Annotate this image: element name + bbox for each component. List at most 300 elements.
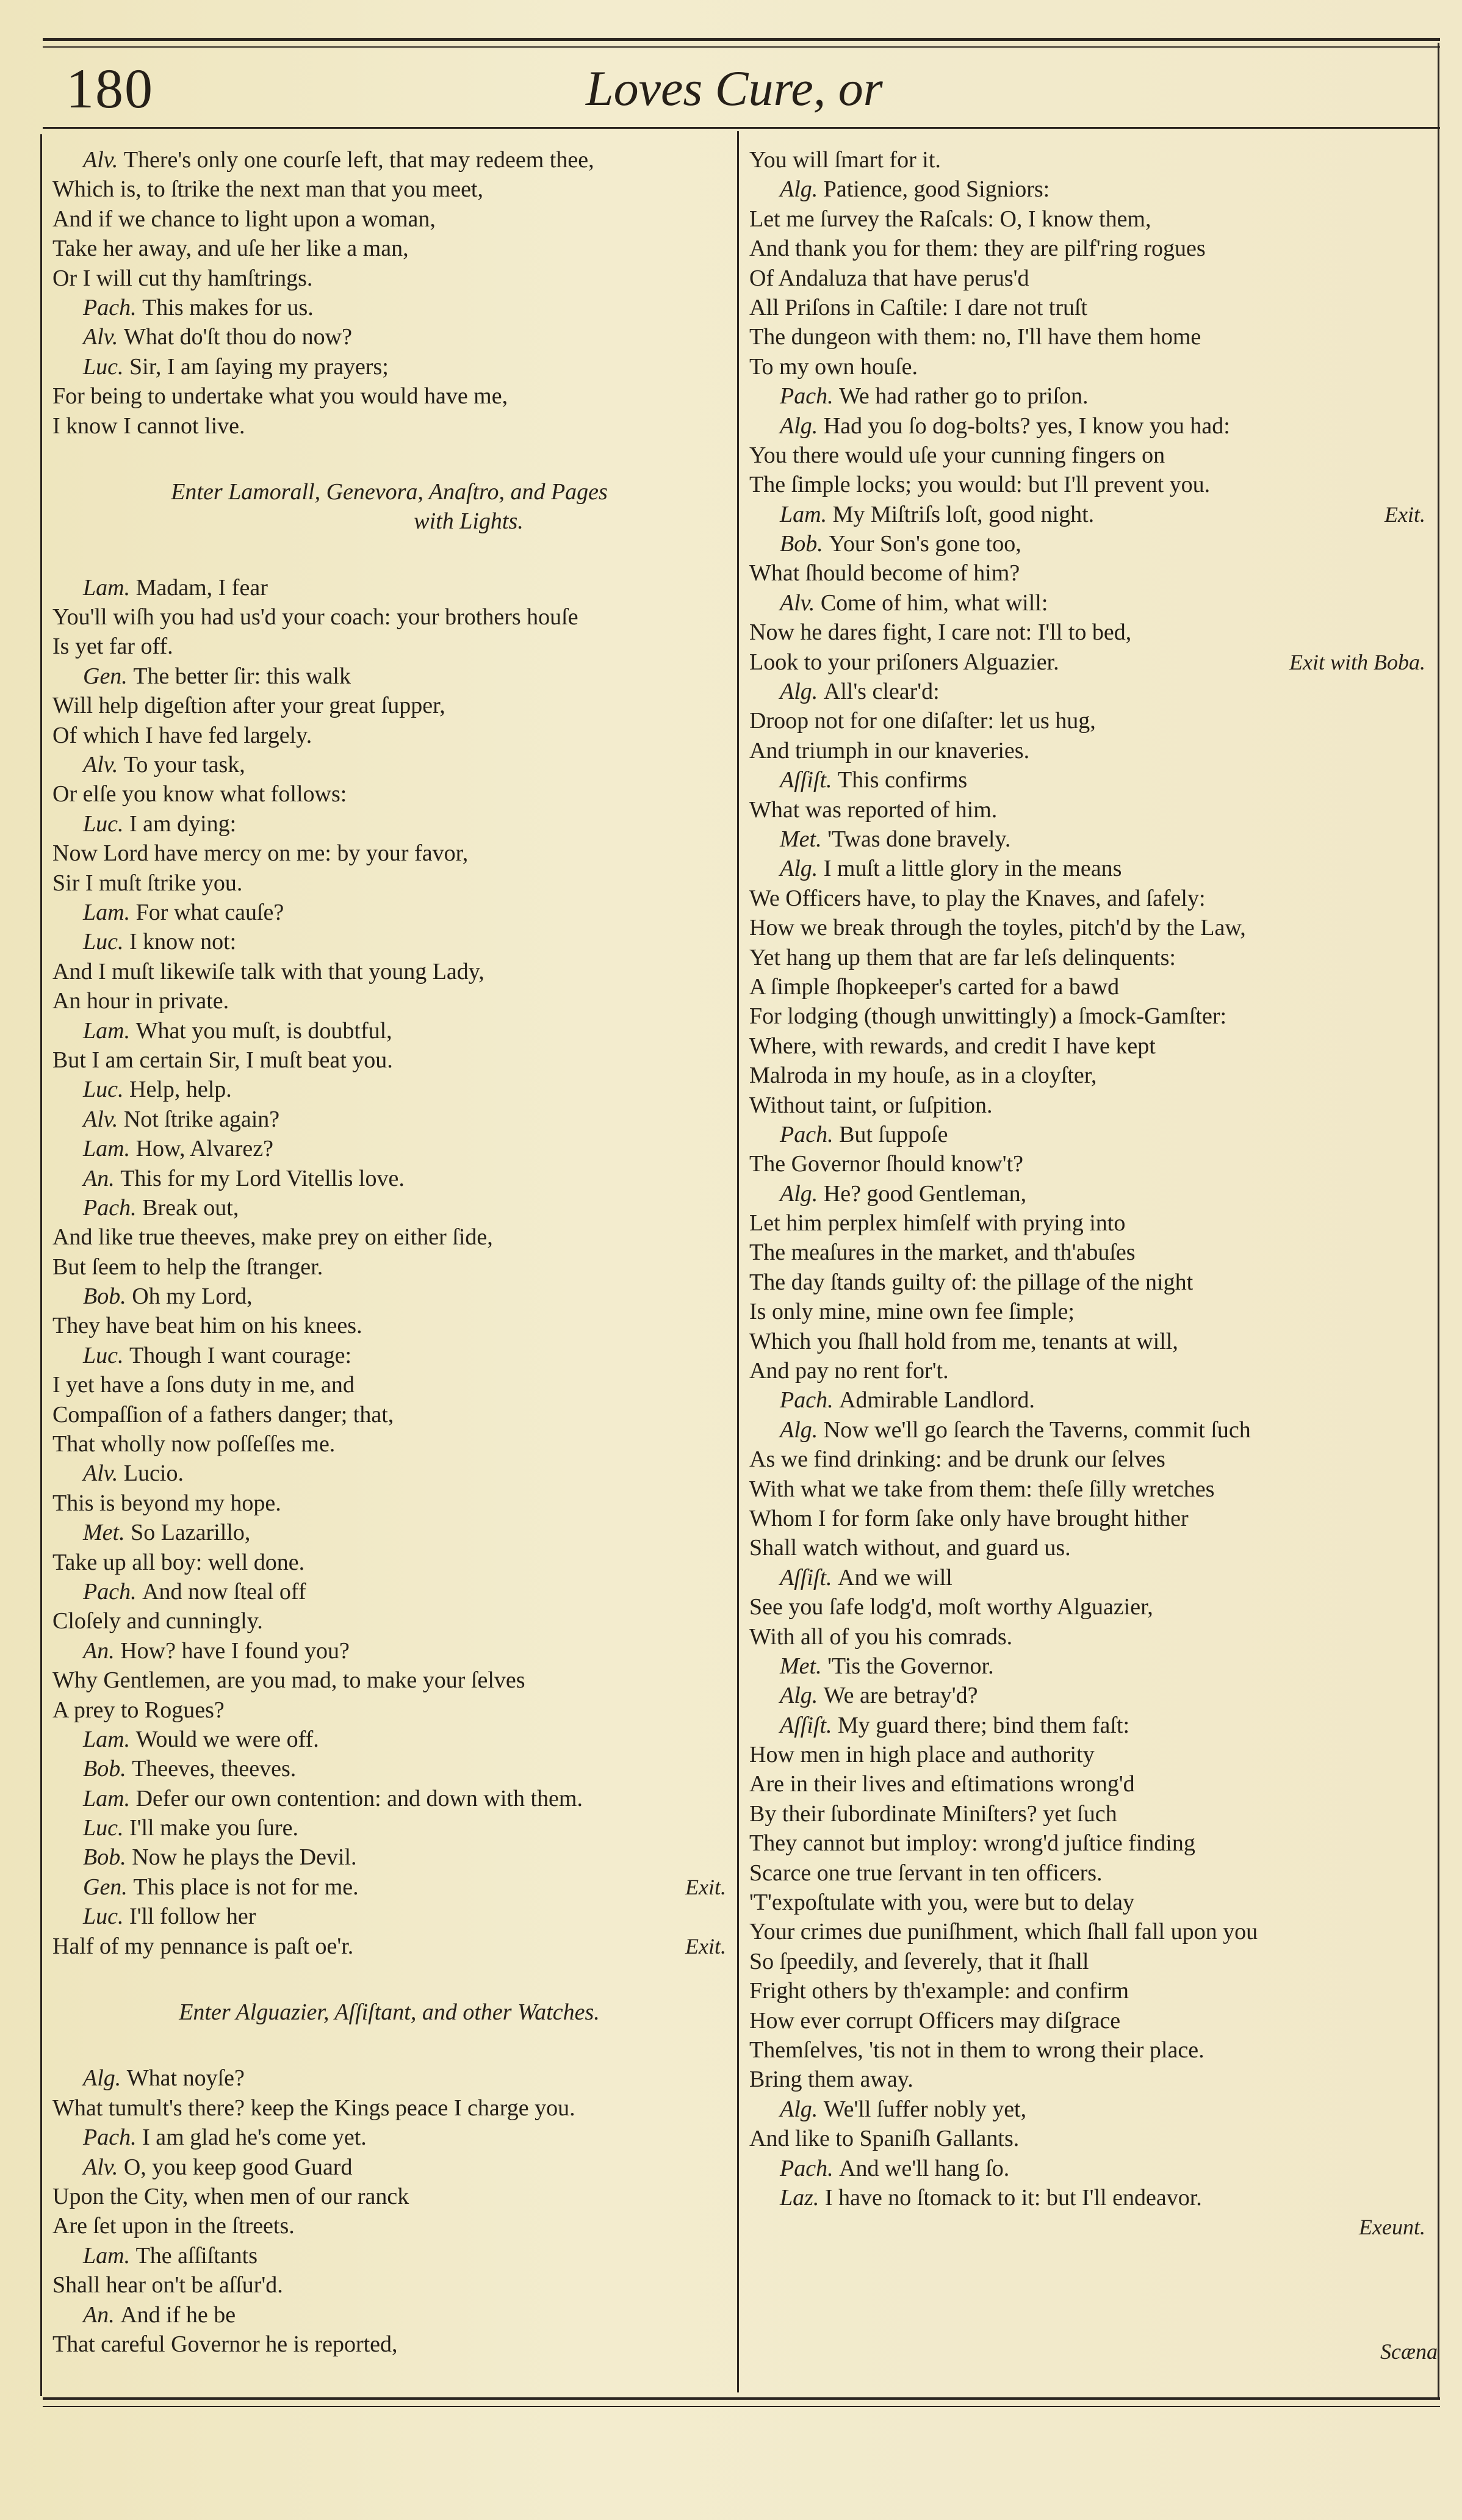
speech-line [52,1075,726,1104]
speech-line [749,1120,1425,1149]
verse-line [52,602,726,632]
line-text: My Miſtriſs loſt, good night. [832,501,1095,527]
line-text: Malroda in my houſe, as in a cloyſter, [749,1063,1097,1089]
line-text: How ever corrupt Officers may diſgrace [749,2007,1121,2034]
verse-line [749,1475,1425,1504]
line-text: This is beyond my hope. [52,1490,281,1516]
verse-line [749,1888,1425,1917]
line-text: Shall hear on't be aſſur'd. [52,2272,283,2298]
line-text: Are ſet upon in the ſtreets. [52,2213,295,2239]
verse-line [749,1533,1425,1562]
verse-line [52,1045,726,1075]
verse-line [749,913,1425,942]
line-text: You will ſmart for it. [749,147,941,173]
speech-line [749,1681,1425,1710]
line-text: Yet hang up them that are far leſs delinquents: [749,944,1176,970]
line-text: Let him perplex himſelf with prying into [749,1210,1126,1237]
line-text: Look to your priſoners Alguazier. [749,649,1059,675]
speaker-label: Alg. [780,1417,824,1443]
line-text: With what we take from them: theſe ſilly wretches [749,1476,1215,1502]
line-text: Madam, I fear [135,574,268,601]
verse-line [749,618,1425,647]
line-text: Of which I have fed largely. [52,722,312,748]
line-text: Upon the City, when men of our ranck [52,2184,409,2209]
speaker-label: Alg. [780,1683,824,1709]
verse-line [749,1031,1425,1061]
line-text: I am glad he's come yet. [142,2125,367,2151]
line-text: And I muſt likewiſe talk with that young Lady, [52,958,484,984]
verse-line [749,1149,1425,1179]
verse-line [749,470,1425,499]
verse-line [52,2270,726,2300]
stage-direction [52,507,726,536]
line-text: I muſt a little glory in the means [823,856,1122,882]
speech-line [52,809,726,839]
line-text: Or elſe you know what follows: [52,781,347,807]
line-text: What noyſe? [126,2065,245,2092]
verse-line [749,1504,1425,1533]
speech-line [749,529,1425,558]
speech-line [52,1282,726,1311]
line-text: Now he plays the Devil. [132,1844,357,1871]
verse-line [749,293,1425,322]
speaker-label: An. [83,1165,121,1191]
line-text: Cloſely and cunningly. [52,1608,263,1634]
line-text: So ſpeedily, and ſeverely, that it ſhall [749,1948,1089,1974]
line-text: We'll ſuffer nobly yet, [823,2096,1027,2122]
verse-line [749,1592,1425,1622]
line-text: This confirms [838,767,968,793]
verse-line [52,204,726,234]
line-text: The meaſures in the market, and th'abuſes [749,1240,1136,1266]
line-text: Admirable Landlord. [839,1387,1035,1413]
speech-line [52,1902,726,1931]
verse-line [749,1976,1425,2006]
line-text: They cannot but imploy: wrong'd juſtice finding [749,1830,1195,1857]
speaker-label: Gen. [83,663,134,689]
verse-line [52,234,726,263]
speaker-label: Bob. [83,1756,132,1782]
speech-line [749,1652,1425,1681]
line-text: For lodging (though unwittingly) a ſmock-Gamſter: [749,1003,1227,1030]
line-text: You'll wiſh you had us'd your coach: your brothers houſe [52,604,578,630]
line-text: Why Gentlemen, are you mad, to make your ſelves [52,1667,525,1694]
line-text: For what cauſe? [135,899,284,925]
verse-line [749,2006,1425,2035]
verse-line [749,1297,1425,1326]
verse-line [749,1356,1425,1385]
verse-line [52,691,726,720]
line-text: And we will [838,1564,952,1590]
line-text: There's only one courſe left, that may redeem thee, [123,147,594,173]
stage-direction-text: Enter Alguazier, Aſſiſtant, and other Watches. [179,1999,600,2026]
speaker-label: Pach. [83,1578,143,1605]
speech-line [749,175,1425,204]
speaker-label: Luc. [83,1904,129,1930]
line-text: As we find drinking: and be drunk our ſelves [749,1446,1165,1473]
speaker-label: Lam. [780,501,833,527]
speaker-label: Bob. [780,531,829,557]
line-text: What tumult's there? keep the Kings peace I charge you. [52,2095,575,2121]
verse-line [749,1799,1425,1829]
verse-line [749,352,1425,381]
speaker-label: Laz. [780,2184,825,2211]
speaker-label: Gen. [83,1874,134,1900]
line-text: What was reported of him. [749,796,998,823]
line-text: Without taint, or ſuſpition. [749,1092,993,1118]
speaker-label: Lam. [83,899,136,925]
spacer [52,2027,726,2063]
speaker-label: Pach. [780,1387,840,1413]
line-text: Not ſtrike again? [123,1106,280,1132]
line-text: With all of you his comrads. [749,1623,1013,1650]
speaker-label: Luc. [83,811,129,837]
verse-line [749,943,1425,972]
speaker-label: Alg. [780,679,824,705]
speech-line [52,1518,726,1547]
line-text: Now Lord have mercy on me: by your favor, [52,840,469,867]
line-text: Help, help. [129,1077,232,1103]
line-text: You there would uſe your cunning fingers on [749,442,1165,468]
speech-line [52,1725,726,1754]
catchword: Scæna [1380,2339,1438,2364]
line-text: I'll make you ſure. [129,1815,298,1841]
line-text: And like true theeves, make prey on either ſide, [52,1224,493,1251]
line-text: Break out, [142,1194,239,1221]
spacer [52,441,726,477]
verse-line [52,986,726,1016]
line-text: An hour in private. [52,988,229,1014]
speaker-label: Bob. [83,1844,132,1871]
exit-direction: Exit. [1385,502,1425,527]
speech-line [52,1754,726,1783]
speaker-label: Alv. [83,147,124,173]
verse-line [749,1208,1425,1238]
line-text: Had you ſo dog-bolts? yes, I know you had: [823,413,1230,439]
verse-line [52,1489,726,1518]
line-text: We had rather go to priſon. [839,383,1089,410]
line-text: Half of my pennance is paſt oe'r. [52,1933,354,1959]
speech-line [52,1843,726,1872]
line-text: Would we were off. [135,1726,319,1752]
verse-line [749,1740,1425,1769]
verse-line [52,1252,726,1282]
verse-line [749,1091,1425,1120]
line-text: This place is not for me. [133,1874,359,1900]
speech-line [52,2123,726,2152]
line-text: Let me ſurvey the Raſcals: O, I know them, [749,206,1151,232]
line-text: Patience, good Signiors: [823,176,1050,203]
line-text: That careful Governor he is reported, [52,2331,398,2357]
line-text: 'Twas done bravely. [827,826,1011,852]
line-text: This for my Lord Vitellis love. [120,1165,405,1191]
bottom-rule-thin [43,2406,1440,2407]
line-text: How, Alvarez? [135,1136,274,1162]
verse-line [52,957,726,986]
speech-line [749,765,1425,795]
line-text: Where, with rewards, and credit I have kept [749,1033,1156,1059]
verse-line [52,2330,726,2359]
verse-line [52,1222,726,1252]
exit-direction: Exit. [685,1933,726,1959]
line-text: I am dying: [129,811,237,837]
speech-line [52,1636,726,1666]
speaker-label: Luc. [83,1815,129,1841]
line-text: This makes for us. [142,294,314,320]
speech-line [749,677,1425,706]
line-text: Which is, to ſtrike the next man that you meet, [52,176,483,203]
line-text: We are betray'd? [823,1683,978,1709]
speaker-label: Lam. [83,1136,136,1162]
speaker-label: Pach. [780,1121,840,1147]
speaker-label: Pach. [83,1194,143,1221]
speech-line [52,352,726,381]
speaker-label: Pach. [83,294,143,320]
line-text: Theeves, theeves. [132,1756,297,1782]
line-text: Sir, I am ſaying my prayers; [129,353,389,380]
verse-line [749,1238,1425,1267]
verse-line [52,632,726,661]
line-text: All Priſons in Caſtile: I dare not truſt [749,294,1088,320]
verse-line [52,175,726,204]
speaker-label: An. [83,2302,121,2328]
verse-line [749,441,1425,470]
left-column [52,145,726,2359]
verse-line [749,1268,1425,1297]
speaker-label: Aſſiſt. [780,1564,838,1590]
speech-line [749,2183,1425,2212]
stage-direction-text: Enter Lamorall, Genevora, Anaſtro, and Pages [171,478,608,505]
speaker-label: Alv. [780,590,821,616]
speech-line [52,2300,726,2330]
speech-line [52,2063,726,2093]
line-text: Lucio. [123,1460,184,1487]
verse-line [52,779,726,809]
speaker-label: Luc. [83,353,129,380]
line-text: They have beat him on his knees. [52,1313,362,1339]
speaker-label: Alv. [83,2154,124,2180]
speech-line [52,1813,726,1843]
line-text: And we'll hang ſo. [839,2155,1010,2181]
verse-line [749,1769,1425,1799]
line-text: I have no ſtomack to it: but I'll endeavor. [824,2184,1202,2211]
right-frame-rule [1438,43,1439,2399]
speech-line [52,322,726,352]
speech-line [749,854,1425,883]
line-text: Defer our own contention: and down with them. [135,1785,583,1811]
verse-line [52,868,726,898]
speaker-label: Lam. [83,574,136,601]
verse-line [749,145,1425,175]
stage-direction [52,1998,726,2027]
speaker-label: Alv. [83,752,124,778]
exit-direction: Exeunt. [1359,2215,1425,2240]
line-text: Now he dares fight, I care not: I'll to bed, [749,619,1132,646]
line-text: Though I want courage: [129,1342,352,1368]
verse-line [749,1858,1425,1888]
spacer [52,536,726,573]
line-text: That wholly now poſſeſſes me. [52,1431,336,1457]
verse-line [749,1327,1425,1356]
line-text: Scarce one true ſervant in ten officers. [749,1860,1103,1886]
line-text: What ſhould become of him? [749,560,1020,587]
line-text: Which you ſhall hold from me, tenants at will, [749,1328,1178,1354]
speaker-label: Met. [83,1520,131,1546]
line-text: But ſuppoſe [839,1121,948,1147]
speech-line [52,1784,726,1813]
line-text: By their ſubordinate Miniſters? yet ſuch [749,1800,1117,1827]
verse-line [749,972,1425,1002]
speech-line [52,898,726,927]
running-title: Loves Cure, or [586,60,883,116]
speaker-label: Lam. [83,1726,136,1752]
line-text: Whom I for form ſake only have brought hither [749,1505,1189,1531]
line-text: A ſimple ſhopkeeper's carted for a bawd [749,973,1120,1000]
line-text: Fright others by th'example: and confirm [749,1978,1129,2004]
verse-line [52,381,726,411]
verse-line [52,411,726,441]
speaker-label: Alv. [83,1460,124,1487]
speaker-label: Alv. [83,324,124,350]
verse-line [749,1622,1425,1652]
speaker-label: Luc. [83,929,129,955]
bottom-rule [43,2397,1440,2400]
line-text: Bring them away. [749,2067,913,2093]
line-text: And like to Spaniſh Gallants. [749,2126,1020,2152]
line-text: The better ſir: this walk [133,663,351,689]
verse-line [52,1695,726,1725]
line-text: Of Andaluza that have perus'd [749,265,1029,291]
header-rule [43,127,1440,129]
line-text: The aſſiſtants [135,2242,258,2269]
speech-line [749,500,1425,529]
speech-line [52,1105,726,1134]
verse-line [749,2065,1425,2094]
speech-line [749,2154,1425,2183]
verse-line [52,2182,726,2211]
speech-line [52,1341,726,1370]
verse-line [749,264,1425,293]
speech-line [52,1872,726,1902]
speech-line [749,1415,1425,1445]
line-text: Is yet far off. [52,634,173,660]
speech-line [52,750,726,779]
line-text: Or I will cut thy hamſtrings. [52,265,313,291]
speech-line [749,825,1425,854]
line-text: Sir I muſt ſtrike you. [52,870,243,896]
line-text: Compaſſion of a fathers danger; that, [52,1401,394,1428]
speaker-label: Lam. [83,1017,136,1044]
line-text: I know not: [129,929,237,955]
speech-line [749,1385,1425,1415]
verse-line [749,1445,1425,1474]
verse-line [52,1606,726,1636]
page-number: 180 [66,57,154,120]
verse-line [52,1429,726,1459]
speaker-label: Alg. [780,2096,824,2122]
verse-line [52,1932,726,1961]
verse-line [52,839,726,868]
line-text: For being to undertake what you would have me, [52,383,508,410]
speech-line [749,411,1425,441]
speech-line [52,1016,726,1045]
line-text: What you muſt, is doubtful, [135,1017,392,1044]
line-text: Take her away, and uſe her like a man, [52,236,409,262]
line-text: The Governor ſhould know't? [749,1151,1024,1177]
line-text: How men in high place and authority [749,1742,1095,1768]
verse-line [749,1061,1425,1090]
speaker-label: Alg. [780,856,824,882]
verse-line [52,1548,726,1577]
line-text: O, you keep good Guard [123,2154,353,2180]
verse-line [749,2124,1425,2153]
line-text: The ſimple locks; you would: but I'll prevent you. [749,472,1211,498]
line-text: How we break through the toyles, pitch'd by the Law, [749,915,1246,941]
speaker-label: Luc. [83,1342,129,1368]
speaker-label: Alg. [780,413,824,439]
verse-line [749,234,1425,263]
speech-line [52,1164,726,1193]
speech-line [749,2095,1425,2124]
line-text: Oh my Lord, [132,1283,253,1310]
verse-line [749,204,1425,234]
line-text: The dungeon with them: no, I'll have them home [749,324,1201,350]
verse-line [52,1666,726,1695]
line-text: 'T'expoſtulate with you, were but to delay [749,1890,1135,1916]
verse-line [749,706,1425,735]
line-text: But ſeem to help the ſtranger. [52,1254,323,1280]
speech-line [52,1577,726,1606]
line-text: The day ſtands guilty of: the pillage of the night [749,1269,1194,1295]
line-text: Take up all boy: well done. [52,1549,305,1575]
left-frame-rule [40,134,42,2396]
exit-direction: Exit. [685,1874,726,1899]
verse-line [749,1829,1425,1858]
speech-line [52,145,726,175]
column-divider [737,131,739,2392]
speech-line [52,1459,726,1488]
line-text: Now we'll go ſearch the Taverns, commit ſuch [823,1417,1251,1443]
line-text: But I am certain Sir, I muſt beat you. [52,1047,393,1073]
speaker-label: Pach. [83,2125,143,2151]
verse-line [749,1002,1425,1031]
line-text: He? good Gentleman, [823,1180,1027,1207]
speech-line [749,1179,1425,1208]
line-text: Will help digeſtion after your great ſupper, [52,693,445,719]
line-text: What do'ſt thou do now? [123,324,352,350]
verse-line [52,264,726,293]
speech-line [749,1563,1425,1592]
line-text: Come of him, what will: [820,590,1048,616]
verse-line [52,1370,726,1399]
line-text: And pay no rent for't. [749,1358,949,1384]
speaker-label: Met. [780,826,828,852]
line-text: And thank you for them: they are pilf'ring rogues [749,236,1206,262]
speech-line [52,1193,726,1222]
verse-line [749,795,1425,825]
line-text: I know I cannot live. [52,413,245,439]
verse-line [749,558,1425,588]
top-rule-thin [43,46,1440,48]
speaker-label: An. [83,1637,121,1664]
line-text: Your Son's gone too, [829,531,1021,557]
verse-line [52,721,726,750]
speech-line [52,927,726,956]
line-text: So Lazarillo, [131,1520,251,1546]
speech-line [52,662,726,691]
line-text: I'll follow her [129,1904,256,1930]
speaker-label: Met. [780,1653,828,1679]
